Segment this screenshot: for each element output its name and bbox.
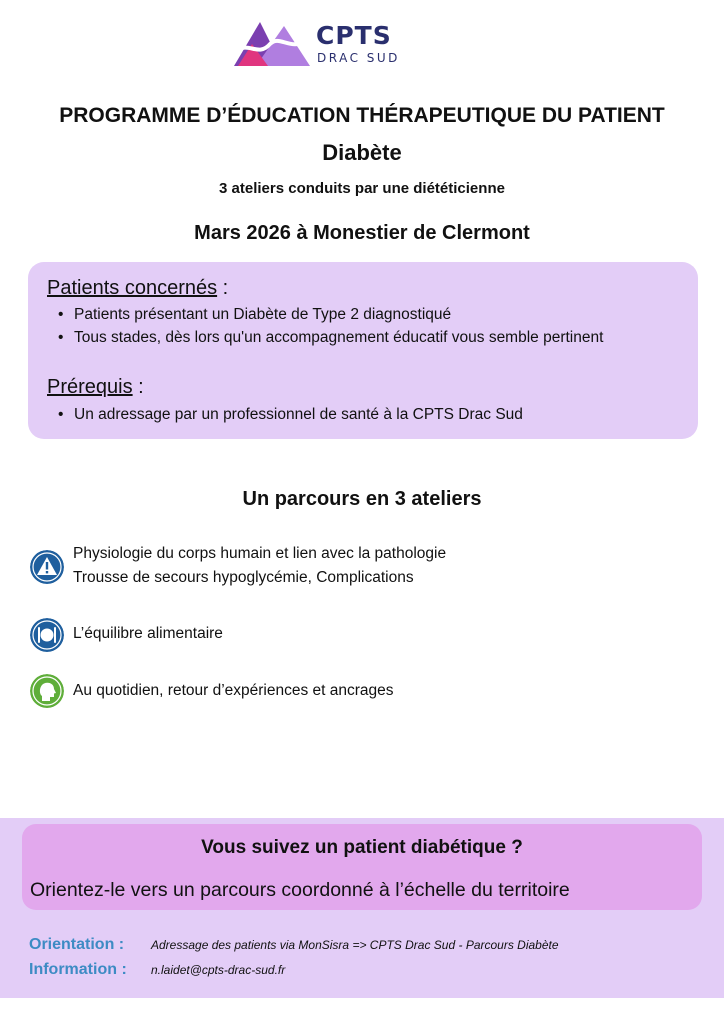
head-speaking-icon xyxy=(30,674,64,708)
prereq-heading: Prérequis : xyxy=(47,376,144,398)
information-label: Information : xyxy=(29,961,127,978)
program-subject: Diabète xyxy=(322,140,402,165)
mountain-logo-icon xyxy=(234,18,314,70)
logo-name: CPTS xyxy=(316,21,392,50)
atelier-2-line-1: L’équilibre alimentaire xyxy=(73,625,223,642)
information-row xyxy=(29,961,285,979)
program-title: PROGRAMME D’ÉDUCATION THÉRAPEUTIQUE DU PATIENT xyxy=(59,104,665,127)
patients-list xyxy=(56,303,603,349)
cpts-logo xyxy=(234,18,404,70)
contact-section xyxy=(0,818,724,998)
eligibility-card xyxy=(28,262,698,439)
list-item: • Patients présentant un Diabète de Type 2 diagnostiqué xyxy=(56,303,603,326)
atelier-1-line-1: Physiologie du corps humain et lien avec la pathologie xyxy=(73,545,447,562)
warning-icon xyxy=(30,550,64,584)
information-email[interactable]: n.laidet@cpts-drac-sud.fr xyxy=(151,963,286,977)
list-item: • Tous stades, dès lors qu'un accompagnement éducatif vous semble pertinent xyxy=(56,326,603,349)
patients-heading: Patients concernés : xyxy=(47,277,229,299)
parcours-title: Un parcours en 3 ateliers xyxy=(242,488,482,510)
program-date-location: Mars 2026 à Monestier de Clermont xyxy=(194,222,530,244)
orientation-value: Adressage des patients via MonSisra => CPTS Drac Sud - Parcours Diabète xyxy=(151,938,559,952)
list-item: • Un adressage par un professionnel de santé à la CPTS Drac Sud xyxy=(56,403,523,426)
orientation-row xyxy=(29,936,559,954)
prereq-list xyxy=(56,403,523,426)
orientation-label: Orientation : xyxy=(29,936,125,953)
cta-subtitle: Orientez-le vers un parcours coordonné à l’échelle du territoire xyxy=(30,879,570,901)
plate-cutlery-icon xyxy=(30,618,64,652)
logo-subtitle: DRAC SUD xyxy=(317,51,400,65)
cta-question: Vous suivez un patient diabétique ? xyxy=(201,837,523,858)
cta-box xyxy=(22,824,702,910)
atelier-1-line-2: Trousse de secours hypoglycémie, Complications xyxy=(73,569,414,586)
atelier-3-line-1: Au quotidien, retour d’expériences et ancrages xyxy=(73,682,394,699)
program-workshops-note: 3 ateliers conduits par une diététicienne xyxy=(219,180,505,197)
